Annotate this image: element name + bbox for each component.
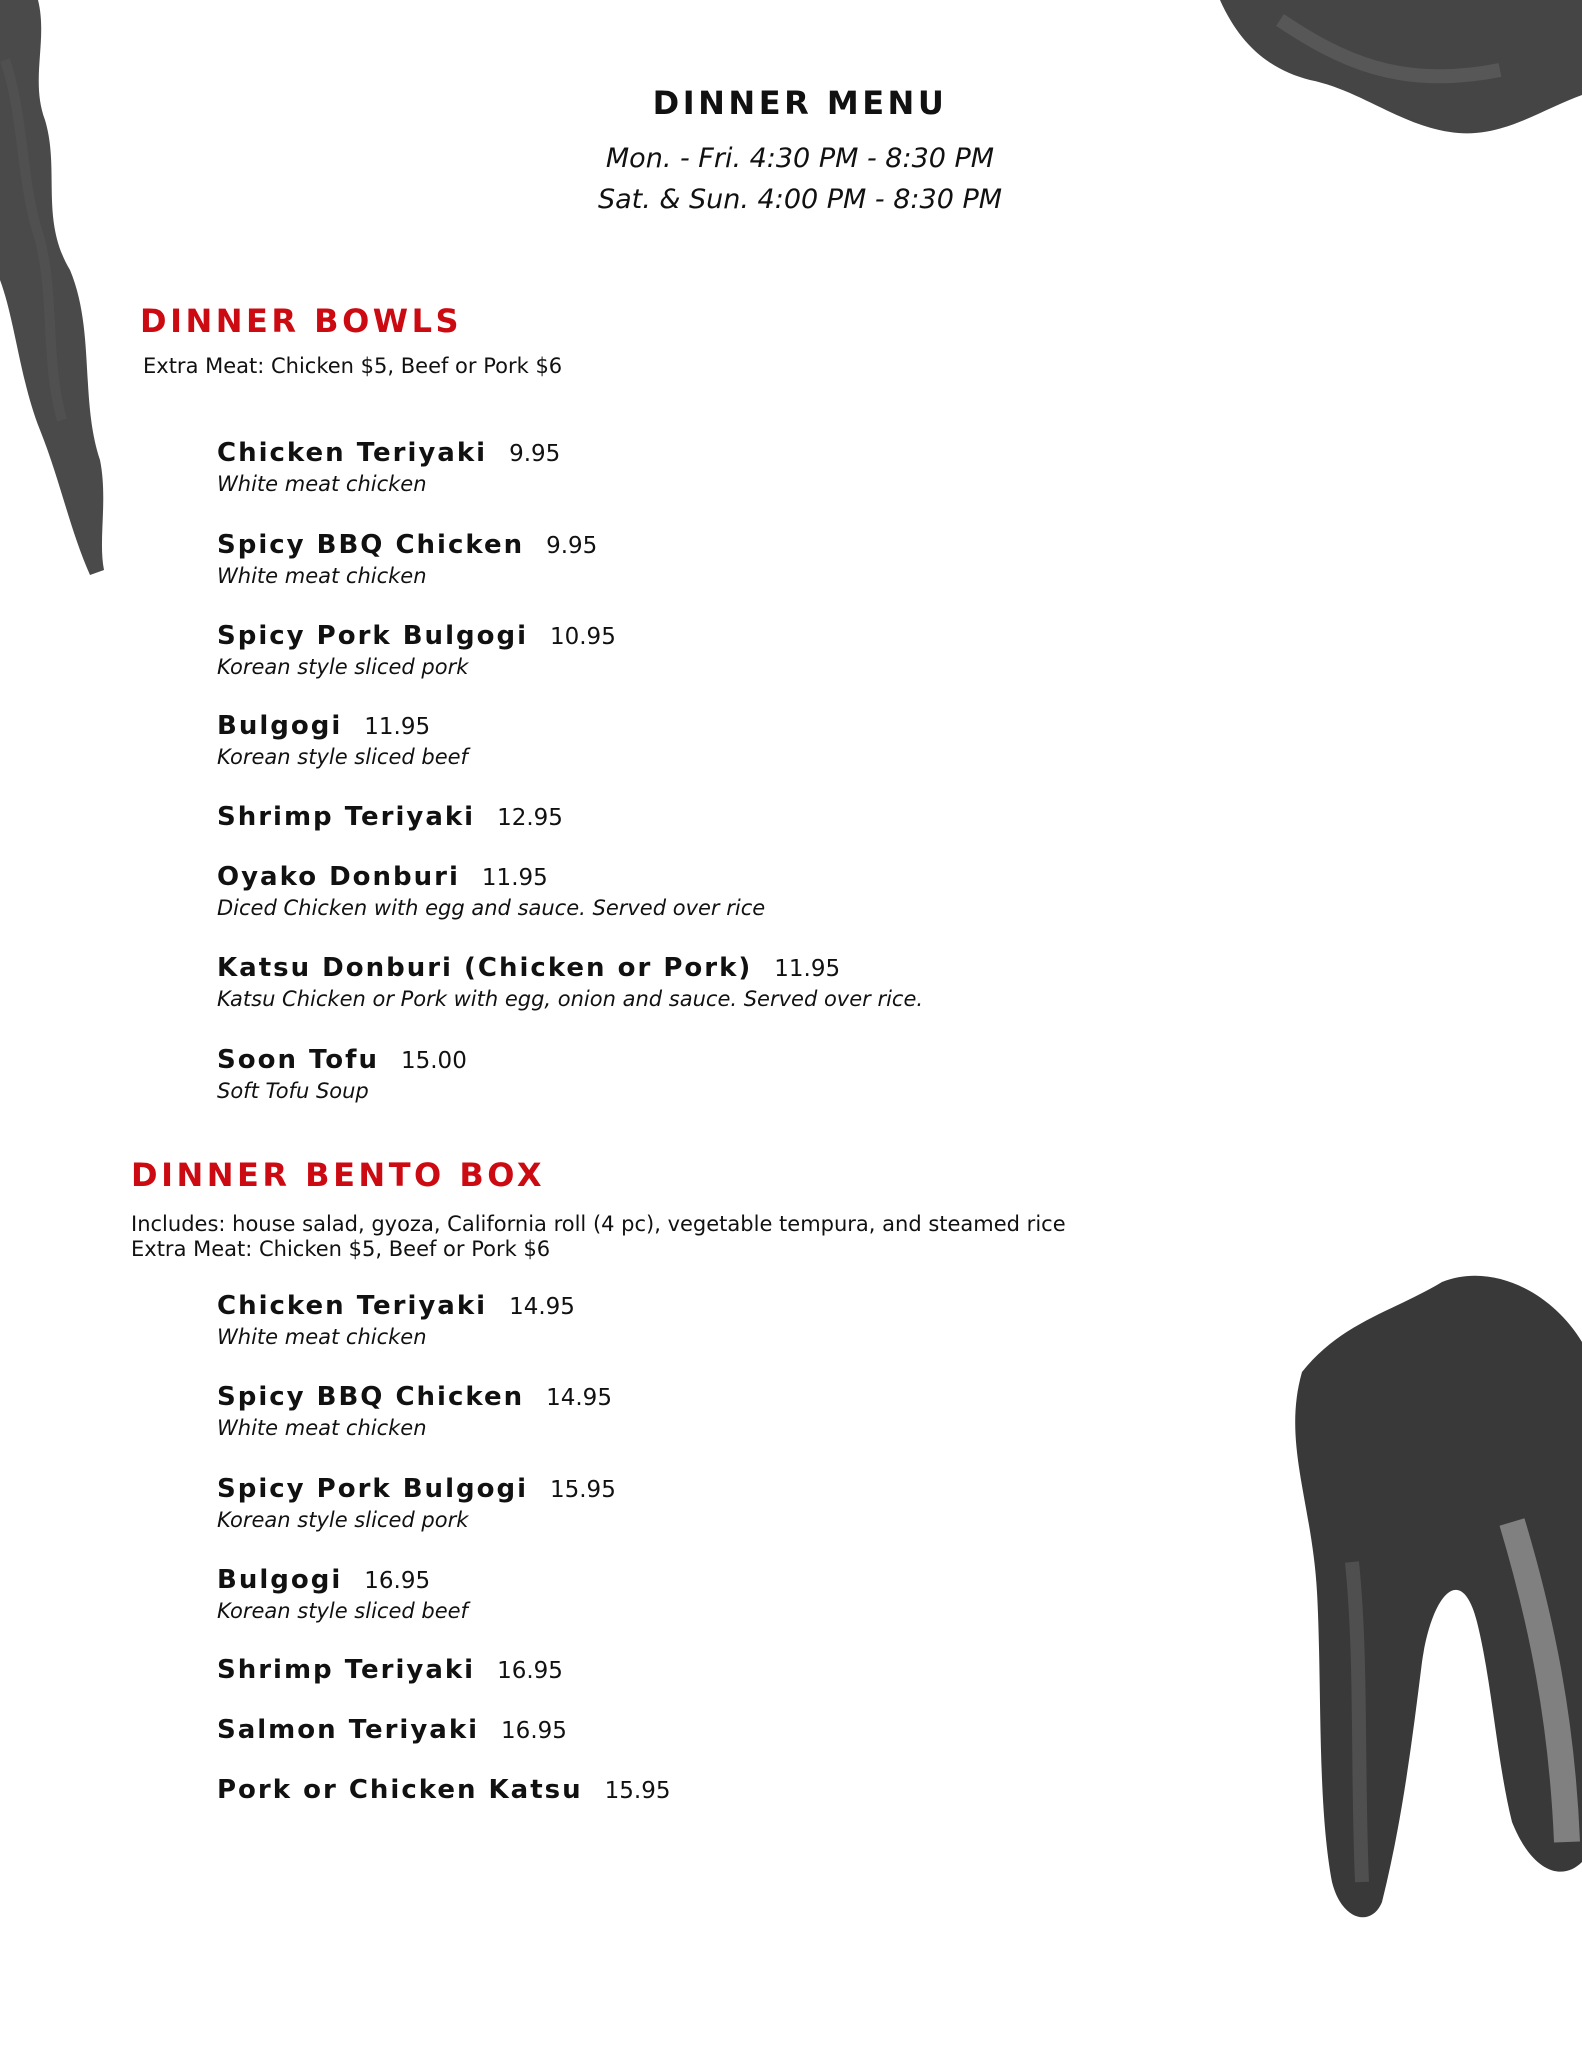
menu-item-description: White meat chicken [217,472,427,496]
menu-item-name: Soon Tofu [217,1045,379,1075]
menu-item-name: Pork or Chicken Katsu [217,1775,583,1805]
menu-item [217,711,468,769]
menu-item-price: 14.95 [546,1385,612,1411]
menu-item [217,1045,467,1103]
menu-item-name: Chicken Teriyaki [217,1291,488,1321]
menu-item-description: Korean style sliced beef [217,1599,468,1623]
menu-item [217,862,765,920]
menu-item-name: Spicy Pork Bulgogi [217,621,528,651]
menu-item-name: Katsu Donburi (Chicken or Pork) [217,953,753,983]
menu-item-name: Spicy BBQ Chicken [217,1382,525,1412]
menu-item-price: 10.95 [549,624,616,650]
menu-item-description: Korean style sliced pork [217,1508,469,1532]
bowls-extra-meat-note: Extra Meat: Chicken $5, Beef or Pork $6 [143,354,563,378]
menu-item [217,530,597,588]
menu-item-price: 11.95 [481,865,548,891]
menu-item-name: Shrimp Teriyaki [217,802,476,832]
menu-item [217,953,923,1011]
hours-weekend: Sat. & Sun. 4:00 PM - 8:30 PM [597,184,1003,215]
menu-item-price: 15.00 [400,1048,467,1074]
menu-item [217,1565,468,1623]
menu-item-price: 16.95 [497,1658,563,1684]
menu-item-description: Korean style sliced beef [217,745,468,769]
menu-item-description: Korean style sliced pork [217,655,469,679]
menu-item [217,621,616,679]
hours-weekday: Mon. - Fri. 4:30 PM - 8:30 PM [605,143,995,174]
menu-item [217,1291,575,1349]
page-title: DINNER MENU [652,84,948,122]
menu-item [217,1775,671,1805]
section-title-dinner-bento-box: DINNER BENTO BOX [131,1156,545,1194]
menu-item-price: 15.95 [604,1778,671,1804]
menu-item-description: White meat chicken [217,1416,427,1440]
menu-item-description: White meat chicken [217,1325,427,1349]
menu-item-price: 11.95 [364,714,431,740]
menu-item-description: Katsu Chicken or Pork with egg, onion and sauce. Served over rice. [217,987,924,1011]
menu-item-price: 12.95 [497,805,563,831]
menu-item-name: Spicy Pork Bulgogi [217,1474,528,1504]
menu-item-name: Oyako Donburi [217,862,460,892]
ink-brush-decoration-bottom-right [1262,1262,1582,1934]
menu-item-name: Spicy BBQ Chicken [217,530,525,560]
menu-item [217,1474,616,1532]
menu-item-price: 11.95 [774,956,841,982]
menu-item [217,802,563,832]
menu-item [217,1382,612,1440]
menu-item-price: 14.95 [509,1294,575,1320]
menu-item [217,438,560,496]
menu-header [0,84,1582,220]
menu-item-name: Chicken Teriyaki [217,438,488,468]
menu-item-price: 9.95 [546,533,598,559]
menu-item [217,1655,563,1685]
menu-item-description: White meat chicken [217,564,427,588]
menu-item-name: Bulgogi [217,711,343,741]
menu-item-price: 15.95 [549,1477,616,1503]
menu-item [217,1715,567,1745]
menu-item-name: Bulgogi [217,1565,343,1595]
bento-extra-meat-note: Extra Meat: Chicken $5, Beef or Pork $6 [131,1237,551,1261]
section-title-dinner-bowls: DINNER BOWLS [140,302,462,340]
menu-item-description: Diced Chicken with egg and sauce. Served over rice [217,896,766,920]
menu-item-price: 16.95 [501,1718,567,1744]
menu-item-price: 9.95 [509,441,561,467]
bento-includes-note: Includes: house salad, gyoza, California roll (4 pc), vegetable tempura, and steamed rice [131,1212,1066,1236]
menu-item-price: 16.95 [364,1568,431,1594]
menu-item-name: Salmon Teriyaki [217,1715,480,1745]
menu-item-name: Shrimp Teriyaki [217,1655,476,1685]
menu-item-description: Soft Tofu Soup [217,1079,369,1103]
